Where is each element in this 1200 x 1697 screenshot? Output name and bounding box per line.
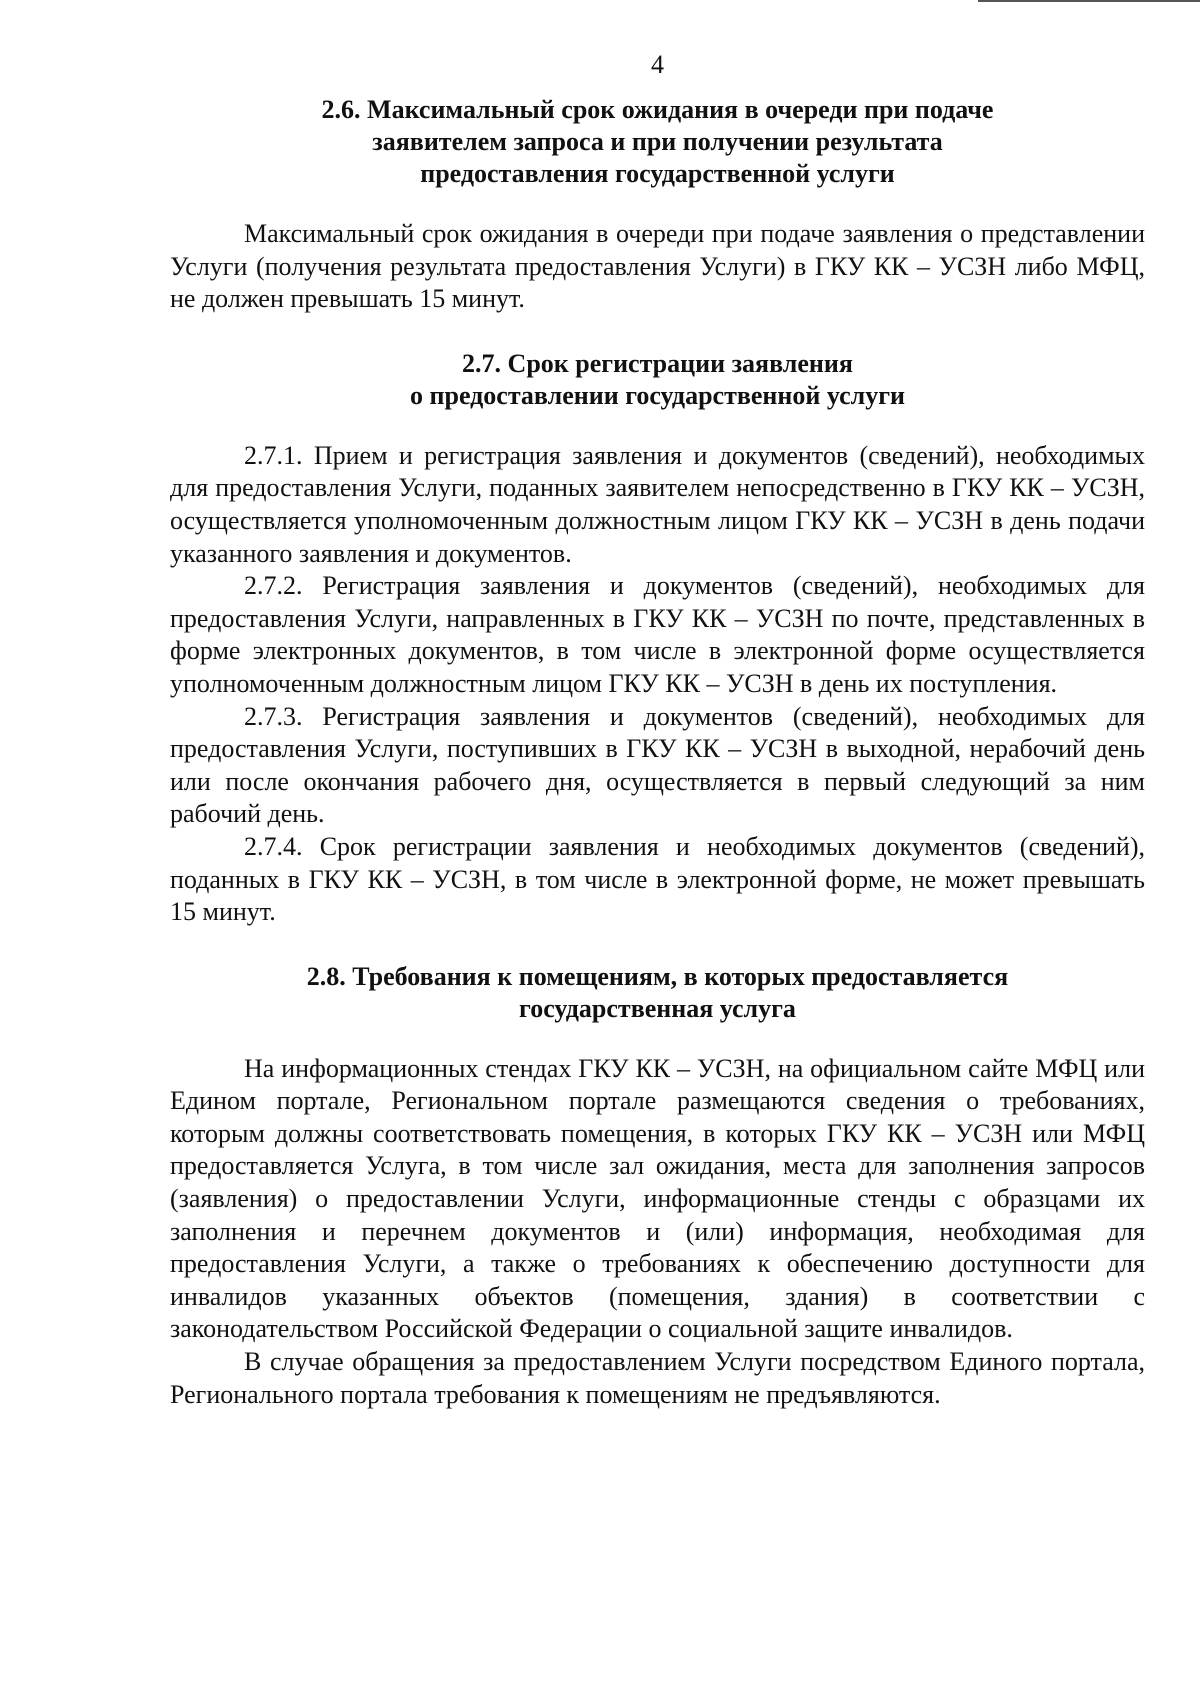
section-2-7 [170, 348, 1145, 929]
paragraph-2-7-4: 2.7.4. Срок регистрации заявления и необходимых документов (сведений), поданных в ГКУ КК – УСЗН, в том числе в электронной форме, не может превышать 15 минут. [170, 831, 1145, 927]
top-edge-rule [978, 0, 1200, 2]
section-2-6 [170, 94, 1145, 316]
heading-line: 2.7. Срок регистрации заявления [462, 348, 853, 378]
heading-line: 2.8. Требования к помещениям, в которых предоставляется [306, 961, 1009, 991]
heading-line: предоставления государственной услуги [420, 159, 895, 188]
paragraph: Максимальный срок ожидания в очереди при подаче заявления о представлении Услуги (получения результата предоставления Услуги) в ГКУ КК – УСЗН либо МФЦ, не должен превышать 15 минут. [170, 219, 1145, 314]
heading-line: заявителем запроса и при получении результата [372, 127, 943, 156]
heading-line: о предоставлении государственной услуги [410, 380, 905, 410]
paragraph-2-7-1: 2.7.1. Прием и регистрация заявления и документов (сведений), необходимых для предоставления Услуги, поданных заявителем непосредственно в ГКУ КК – УСЗН, осуществляется уполномоченным должностным лицом ГКУ КК – УСЗН в день подачи указанного заявления и документов. [170, 440, 1145, 568]
document-page [170, 48, 1145, 1411]
section-heading [170, 961, 1145, 1025]
section-heading [170, 348, 1145, 412]
paragraph-2-7-3: 2.7.3. Регистрация заявления и документов (сведений), необходимых для предоставления Услуги, поступивших в ГКУ КК – УСЗН в выходной, нерабочий день или после окончания рабочего дня, осуществляется в первый следующий за ним рабочий день. [170, 701, 1145, 829]
section-heading [170, 94, 1145, 190]
page-number: 4 [651, 50, 664, 79]
paragraph: На информационных стендах ГКУ КК – УСЗН, на официальном сайте МФЦ или Едином портале, Региональном портале размещаются сведения о требованиях, которым должны соответствовать помещения, в которых ГКУ КК – УСЗН или МФЦ предоставляется Услуга, в том числе зал ожидания, места для заполнения запросов (заявления) о предоставлении Услуги, информационные стенды с образцами их заполнения и перечнем документов и (или) информация, необходимая для предоставления Услуги, а также о требованиях к обеспечению доступности для инвалидов указанных объектов (помещения, здания) в соответствии с законодательством Российской Федерации о социальной защите инвалидов. [170, 1053, 1145, 1344]
heading-line: 2.6. Максимальный срок ожидания в очереди при подаче [321, 95, 994, 124]
section-2-8 [170, 961, 1145, 1412]
heading-line: государственная услуга [519, 993, 796, 1023]
paragraph: В случае обращения за предоставлением Услуги посредством Единого портала, Регионального портала требования к помещениям не предъявляются. [170, 1347, 1145, 1409]
paragraph-2-7-2: 2.7.2. Регистрация заявления и документов (сведений), необходимых для предоставления Услуги, направленных в ГКУ КК – УСЗН по почте, представленных в форме электронных документов, в том числе в электронной форме осуществляется уполномоченным должностным лицом ГКУ КК – УСЗН в день их поступления. [170, 571, 1145, 698]
